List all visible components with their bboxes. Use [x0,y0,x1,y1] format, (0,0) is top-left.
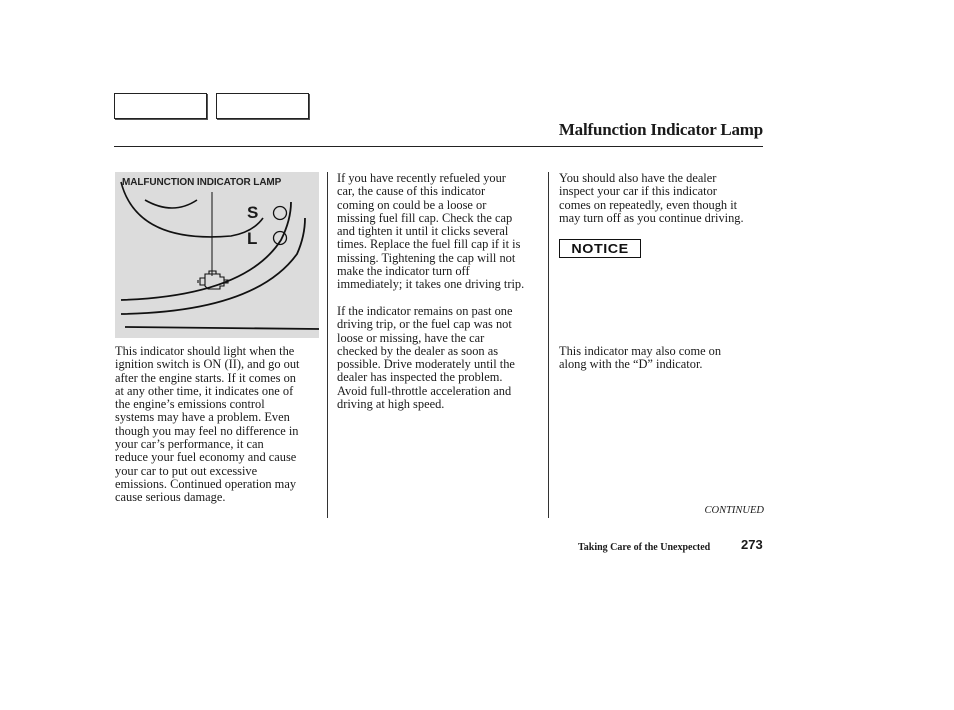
text-line: loose or missing, have the car [337,330,485,345]
text-line: inspect your car if this indicator [559,184,717,199]
text-line: after the engine starts. If it comes on [115,370,296,385]
indicator-s-label: S [247,203,259,222]
text-line: and tighten it until it clicks several [337,224,509,239]
text-line: your car’s performance, it can [115,437,264,452]
text-line: You should also have the dealer [559,171,717,185]
title-divider [114,146,763,147]
dashboard-illustration [115,172,319,338]
text-line: though you may feel no difference in [115,423,299,438]
d-indicator-paragraph [559,345,759,372]
text-line: systems may have a problem. Even [115,410,290,425]
text-line: make the indicator turn off [337,264,470,279]
nav-button-1[interactable] [114,93,207,119]
text-line: This indicator may also come on [559,344,722,358]
dashboard-gauge-drawing [115,172,319,338]
text-line: This indicator should light when the [115,344,295,358]
page-title: Malfunction Indicator Lamp [558,120,763,139]
text-line: Avoid full-throttle acceleration and [337,383,512,398]
text-line: at any other time, it indicates one of [115,383,294,398]
text-line: cause serious damage. [115,490,226,505]
text-line: times. Replace the fuel fill cap if it is [337,237,521,252]
text-line: your car to put out excessive [115,463,258,478]
continued-note: CONTINUED [704,505,764,516]
text-line: comes on repeatedly, even though it [559,197,738,212]
text-line: ignition switch is ON (II), and go out [115,357,300,372]
text-line: possible. Drive moderately until the [337,357,515,372]
column-divider [548,172,549,518]
text-line: emissions. Continued operation may [115,476,297,491]
intro-paragraph [115,345,320,505]
text-line: If you have recently refueled your [337,171,506,185]
notice-badge [559,239,641,258]
text-line: along with the “D” indicator. [559,357,703,372]
text-line: missing. Tightening the cap will not [337,250,516,265]
engine-check-icon [196,268,232,294]
text-line: car, the cause of this indicator [337,184,486,199]
text-line: If the indicator remains on past one [337,304,513,318]
text-line: may turn off as you continue driving. [559,210,744,225]
repeat-paragraph [559,172,769,225]
fuel-cap-paragraph [337,172,547,292]
text-line: missing fuel fill cap. Check the cap [337,210,513,225]
text-line: the engine’s emissions control [115,397,265,412]
illustration-label: MALFUNCTION INDICATOR LAMP [122,177,282,188]
text-line: coming on could be a loose or [337,197,487,212]
text-line: driving at high speed. [337,397,445,412]
notice-label: NOTICE [571,241,629,256]
indicator-l-label: L [247,229,258,248]
nav-button-2[interactable] [216,93,309,119]
text-line: reduce your fuel economy and cause [115,450,297,465]
dealer-check-paragraph [337,305,547,411]
section-title: Taking Care of the Unexpected [578,542,711,553]
text-line: driving trip, or the fuel cap was not [337,317,512,332]
text-line: checked by the dealer as soon as [337,343,499,358]
column-divider [327,172,328,518]
text-line: immediately; it takes one driving trip. [337,277,525,292]
page-number: 273 [741,537,763,552]
text-line: dealer has inspected the problem. [337,370,503,385]
